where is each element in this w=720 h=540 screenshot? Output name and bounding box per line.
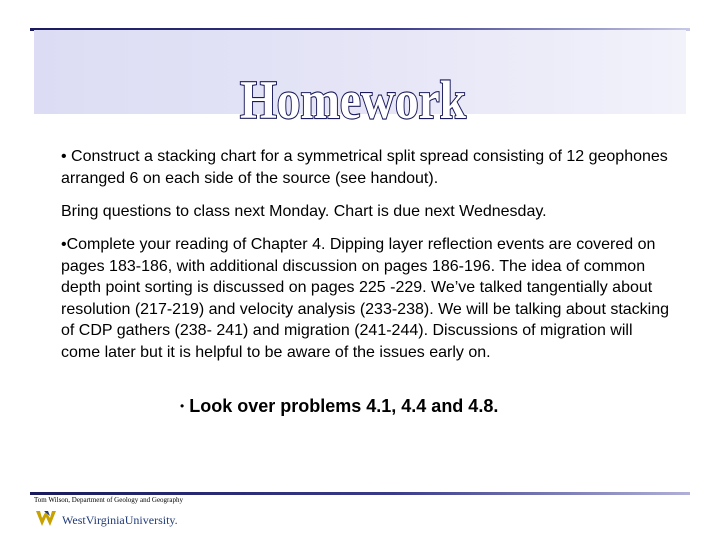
wvu-flying-wv-icon <box>36 511 56 526</box>
wvu-logo-text: WestVirginiaUniversity. <box>62 513 178 527</box>
bullet-reading: •Complete your reading of Chapter 4. Dipping layer reflection events are covered on pages 183-186, with additional discussion on pages 186-196. The idea of common depth point sorting is discussed on pages 225 -229. We’ve talked tangentially about resolution (217-219) and velocity analysis (233-238). We will be talking about stacking of CDP gathers (238- 241) and migration (241-244). Discussions of migration will come later but it is helpful to be aware of the issues early on. <box>61 236 670 361</box>
title-text: Homework <box>240 70 466 130</box>
footer-rule <box>30 492 690 495</box>
slide-title <box>228 30 478 130</box>
bullet-stacking-chart: • Construct a stacking chart for a symmetrical split spread consisting of 12 geophones arranged 6 on each side of the source (see handout). <box>61 148 668 187</box>
bullet-problems-text: Look over problems 4.1, 4.4 and 4.8. <box>189 396 499 416</box>
bullet-problems <box>180 396 498 418</box>
due-date-note: Bring questions to class next Monday. Chart is due next Wednesday. <box>61 203 547 220</box>
bullet-marker: • <box>180 399 185 413</box>
footer-credit: Tom Wilson, Department of Geology and Geography <box>34 496 183 504</box>
wvu-logo <box>34 508 204 530</box>
